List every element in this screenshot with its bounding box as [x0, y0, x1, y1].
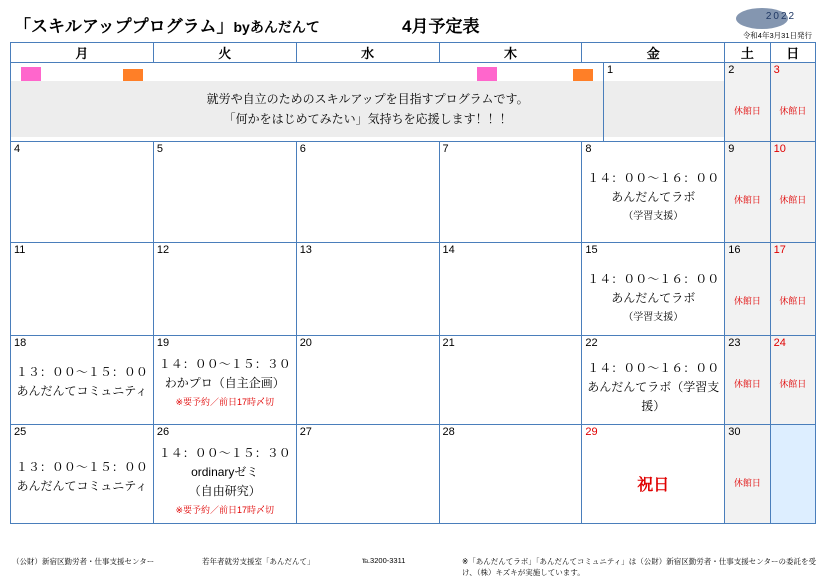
day-number-1: 1: [607, 64, 614, 76]
day-number-25: 25: [14, 426, 27, 438]
event-18-title: あんだんてコミュニティ: [16, 384, 148, 398]
event-22-time: １４：００～１６：００: [587, 361, 720, 375]
banner-cell: [11, 63, 725, 142]
day-cell-3: [770, 63, 815, 142]
footer-org: （公財）新宿区勤労者・仕事支援センター: [12, 557, 155, 566]
event-26-time: １４：００～１５：３０: [158, 446, 291, 460]
day-cell-23: [725, 336, 770, 425]
closed-label-17: 休館日: [779, 296, 807, 306]
closed-label-2: 休館日: [733, 106, 761, 116]
weekday-header-mon: 月: [11, 43, 154, 63]
day-cell-20: [296, 336, 439, 425]
day-cell-28: [439, 425, 582, 524]
event-22-title-cont: 援）: [641, 399, 666, 413]
day-cell-12: [153, 243, 296, 336]
week-row-2: [11, 142, 816, 243]
week-row-4: [11, 336, 816, 425]
event-19-note: ※要予約／前日17時〆切: [175, 397, 275, 407]
day-number-13: 13: [299, 244, 312, 256]
event-25-title: あんだんてコミュニティ: [16, 479, 148, 493]
weekday-header-wed: 水: [296, 43, 439, 63]
day-number-19: 19: [156, 337, 170, 349]
day-number-14: 14: [442, 244, 455, 256]
footer-office: 若年者就労支援室「あんだんて」: [202, 557, 315, 566]
event-26-sub: （自由研究）: [188, 484, 261, 498]
day-cell-21: [439, 336, 582, 425]
decor-square-6: [477, 67, 497, 81]
closed-label-9: 休館日: [733, 195, 761, 205]
closed-label-24: 休館日: [779, 379, 807, 389]
day-cell-5: [153, 142, 296, 243]
footer: [12, 556, 816, 578]
weekday-header-row: [11, 43, 816, 63]
event-25: [11, 458, 153, 496]
day-cell-16: [725, 243, 770, 336]
day-number-27: 27: [299, 426, 312, 438]
year-label: 2022: [765, 11, 797, 22]
day-number-8: 8: [585, 143, 592, 155]
event-15: [582, 270, 724, 327]
year-badge: [736, 8, 812, 30]
title-by: byあんだんて: [233, 19, 320, 35]
day-number-28: 28: [442, 426, 455, 438]
weekday-header-fri: 金: [582, 43, 725, 63]
event-25-time: １３：００～１５：００: [15, 460, 148, 474]
page-subtitle: 4月予定表: [402, 17, 480, 36]
day-number-30: 30: [728, 426, 741, 438]
day-number-10: 10: [773, 143, 786, 155]
day-cell-empty: [770, 425, 815, 524]
footer-note: ※「あんだんてラボ」「あんだんてコミュニティ」は（公財）新宿区勤労者・仕事支援センターの委託を受け、（株）キズキが実施しています。: [462, 557, 816, 577]
day-number-24: 24: [773, 337, 786, 349]
day-cell-27: [296, 425, 439, 524]
issue-date: 令和4年3月31日発行: [742, 31, 812, 40]
closed-label-30: 休館日: [733, 478, 761, 488]
event-26-note: ※要予約／前日17時〆切: [175, 505, 275, 515]
event-15-sub: （学習支援）: [623, 312, 684, 323]
day-cell-11: [11, 243, 154, 336]
day-number-4: 4: [14, 143, 21, 155]
day-cell-25: [11, 425, 154, 524]
holiday-label-29: 祝日: [637, 477, 670, 494]
page-header: [10, 8, 816, 42]
day-number-29: 29: [585, 426, 598, 438]
event-22-title: あんだんてラボ（学習支: [587, 380, 720, 394]
day-cell-24: [770, 336, 815, 425]
day-cell-26: [153, 425, 296, 524]
day-number-23: 23: [728, 337, 741, 349]
day-number-26: 26: [156, 426, 170, 438]
closed-label-16: 休館日: [733, 296, 761, 306]
event-15-time: １４：００～１６：００: [587, 272, 720, 286]
day-cell-17: [770, 243, 815, 336]
day-cell-19: [153, 336, 296, 425]
day-number-21: 21: [442, 337, 455, 349]
event-18: [11, 363, 153, 401]
day-cell-7: [439, 142, 582, 243]
day-number-18: 18: [14, 337, 27, 349]
day-number-5: 5: [156, 143, 163, 155]
closed-label-3: 休館日: [779, 106, 807, 116]
weekday-header-tue: 火: [153, 43, 296, 63]
event-8: [582, 169, 724, 226]
page-title: [14, 12, 320, 37]
banner-line-1: 就労や自立のためのスキルアップを目指すプログラムです。: [206, 92, 529, 106]
weekday-header-thu: 木: [439, 43, 582, 63]
day-cell-4: [11, 142, 154, 243]
event-8-time: １４：００～１６：００: [587, 171, 720, 185]
event-19: [154, 355, 296, 412]
day-number-12: 12: [156, 244, 170, 256]
event-22: [582, 359, 724, 416]
day-number-16: 16: [728, 244, 741, 256]
day-number-9: 9: [728, 143, 735, 155]
event-15-title: あんだんてラボ: [611, 291, 696, 305]
weekday-header-sat: 土: [725, 43, 770, 63]
banner-line-2: 「何かをはじめてみたい」気持ちを応援します！！！: [223, 112, 512, 126]
event-19-time: １４：００～１５：３０: [158, 357, 291, 371]
day-cell-10: [770, 142, 815, 243]
day-number-3: 3: [773, 64, 780, 76]
day-number-1-placeholder: [11, 63, 724, 76]
title-main: 「スキルアッププログラム」: [14, 17, 234, 36]
day-cell-18: [11, 336, 154, 425]
day-number-empty: [771, 425, 815, 438]
day-cell-30: [725, 425, 770, 524]
week-row-1: [11, 63, 816, 142]
day-cell-8: [582, 142, 725, 243]
day-number-7: 7: [442, 143, 449, 155]
day-cell-2: [725, 63, 770, 142]
event-18-time: １３：００～１５：００: [15, 365, 148, 379]
event-26-title: ordinaryゼミ: [191, 465, 259, 479]
day-cell-13: [296, 243, 439, 336]
day-number-11: 11: [14, 244, 26, 256]
day-cell-6: [296, 142, 439, 243]
day-cell-14: [439, 243, 582, 336]
day-cell-15: [582, 243, 725, 336]
day-number-22: 22: [585, 337, 598, 349]
day-number-15: 15: [585, 244, 598, 256]
closed-label-23: 休館日: [733, 379, 761, 389]
calendar-table: [10, 42, 816, 524]
week-row-5: [11, 425, 816, 524]
cell-divider: [603, 63, 604, 141]
event-19-title: わかプロ（自主企画）: [164, 376, 285, 390]
day-number-20: 20: [299, 337, 312, 349]
weekday-header-sun: 日: [770, 43, 815, 63]
decor-square-1: [21, 67, 41, 81]
footer-tel: ℡3200-3311: [362, 556, 406, 565]
week-row-3: [11, 243, 816, 336]
event-8-sub: （学習支援）: [623, 211, 684, 222]
day-cell-29: [582, 425, 725, 524]
day-cell-9: [725, 142, 770, 243]
program-banner: [11, 81, 724, 137]
event-26: [154, 444, 296, 520]
day-cell-22: [582, 336, 725, 425]
closed-label-10: 休館日: [779, 195, 807, 205]
day-number-2: 2: [728, 64, 735, 76]
day-number-17: 17: [773, 244, 786, 256]
event-8-title: あんだんてラボ: [611, 190, 696, 204]
day-number-6: 6: [299, 143, 306, 155]
